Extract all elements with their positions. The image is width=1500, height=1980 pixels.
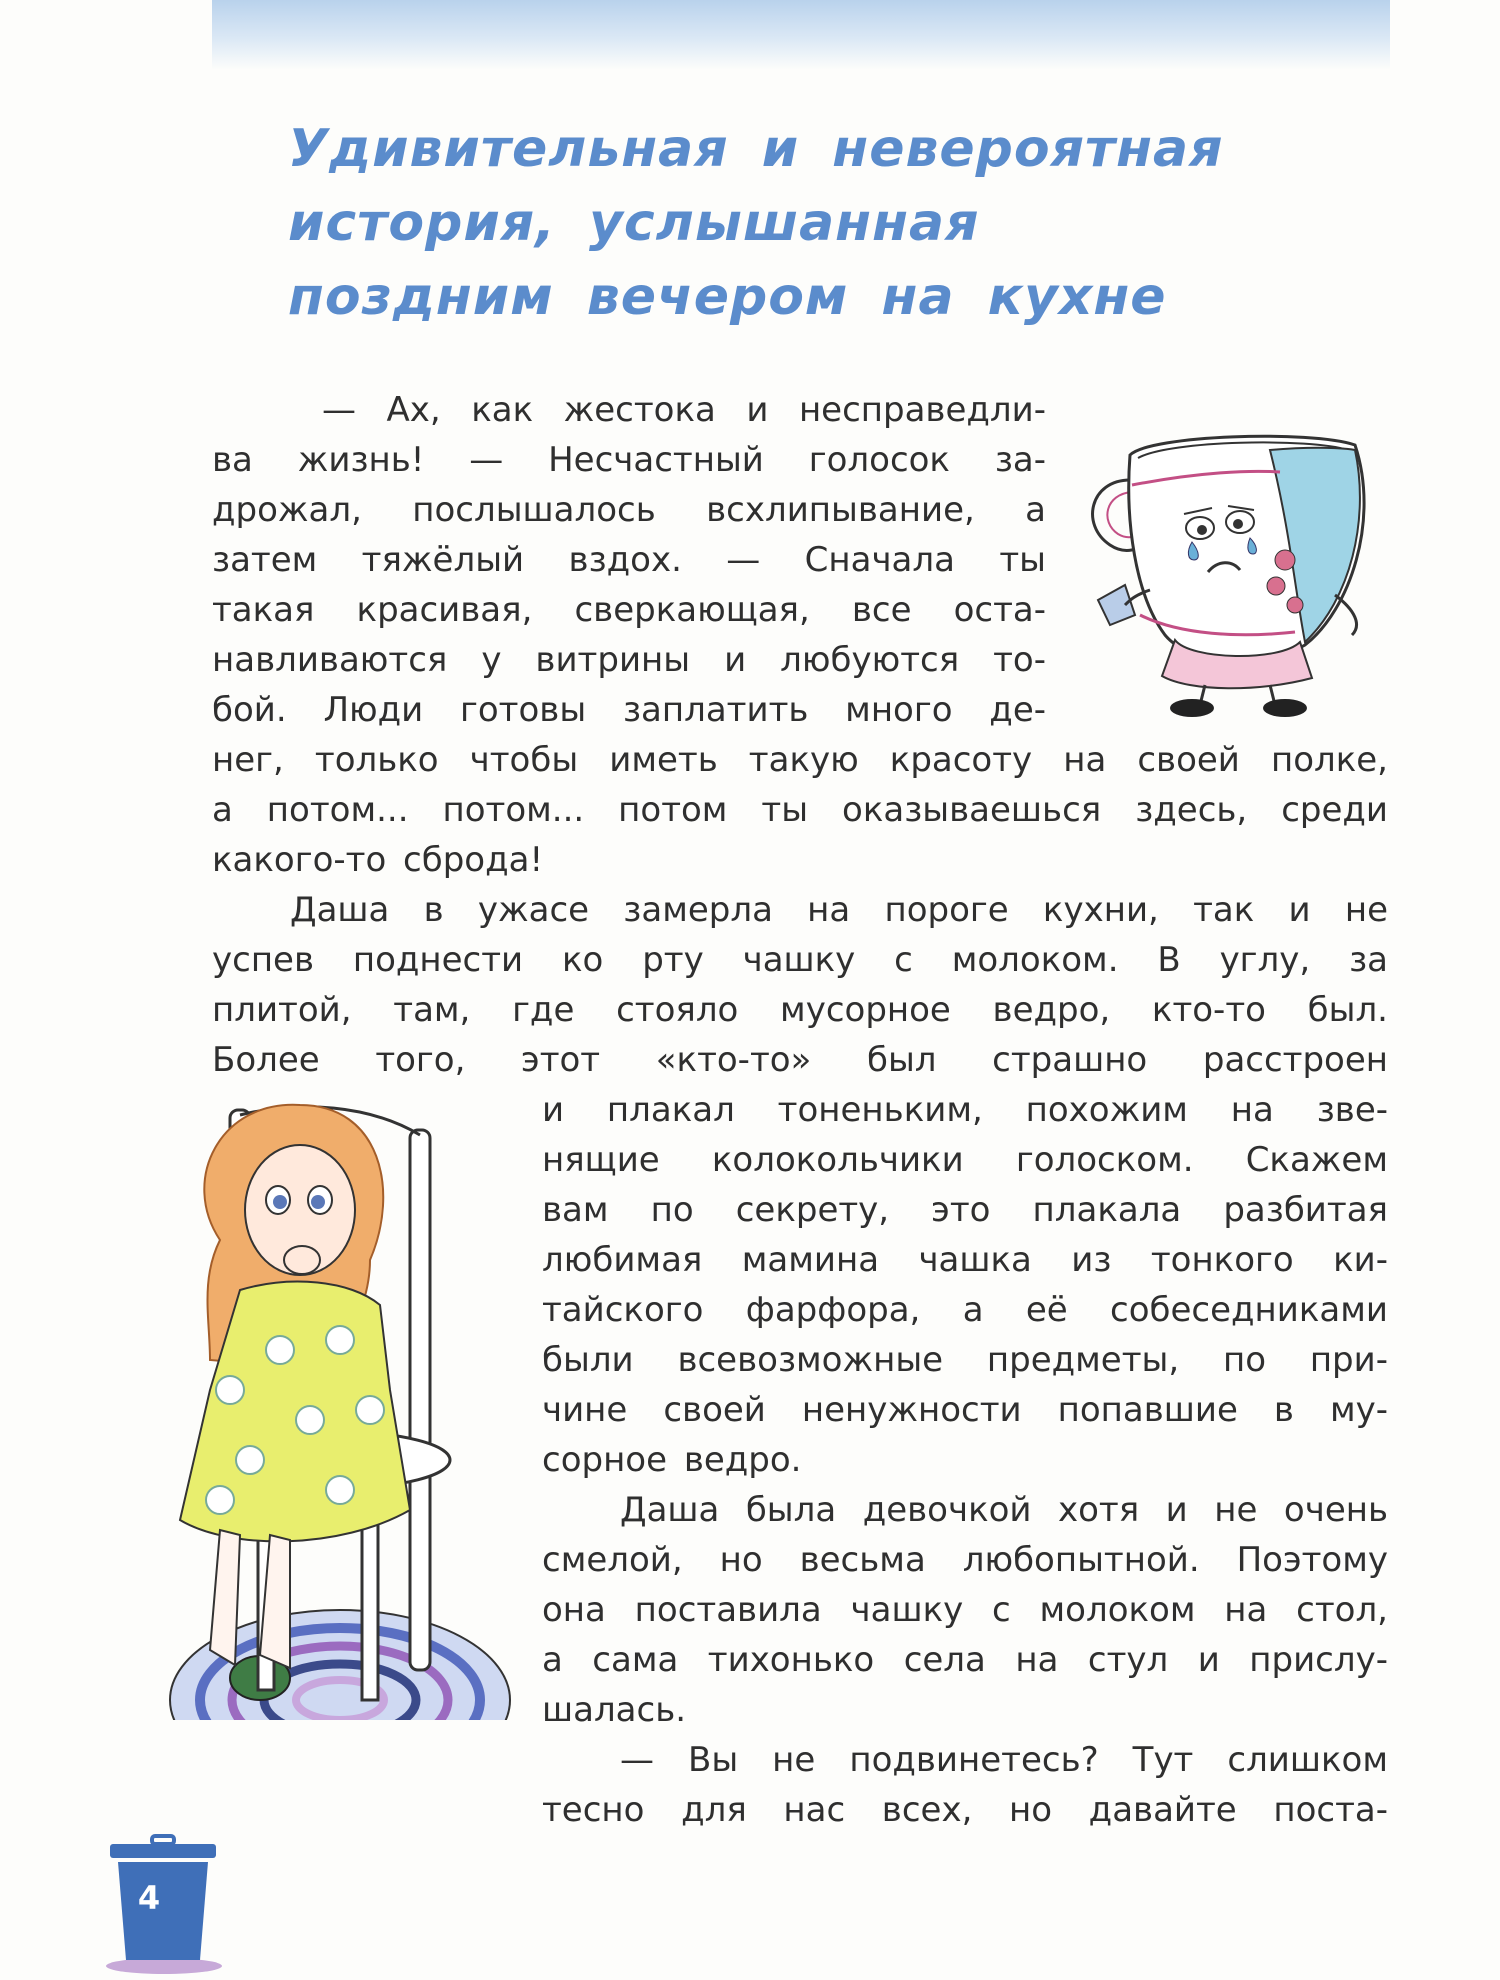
text-line: любимая мамина чашка из тонкого ки- <box>542 1240 1388 1280</box>
text-line: какого-то сброда! <box>212 840 544 880</box>
text-line: ва жизнь! — Несчастный голосок за- <box>212 440 1046 480</box>
girl-on-chair-illustration <box>140 1090 540 1720</box>
text-line: — Ах, как жестока и несправедли- <box>322 390 1046 430</box>
crying-teacup-illustration <box>1080 410 1390 720</box>
title-line: Удивительная и невероятная <box>288 119 1224 179</box>
text-line: навливаются у витрины и любуются то- <box>212 640 1046 680</box>
text-line: она поставила чашку с молоком на стол, <box>542 1590 1388 1630</box>
title-line: история, услышанная <box>288 193 980 253</box>
text-line: нящие колокольчики голоском. Скажем <box>542 1140 1388 1180</box>
text-line: успев поднести ко рту чашку с молоком. В углу, за <box>212 940 1388 980</box>
text-line: Даша была девочкой хотя и не очень <box>620 1490 1388 1530</box>
text-line: Даша в ужасе замерла на пороге кухни, так и не <box>290 890 1388 930</box>
text-line: вам по секрету, это плакала разбитая <box>542 1190 1388 1230</box>
text-line: плитой, там, где стояло мусорное ведро, кто-то был. <box>212 990 1388 1030</box>
text-line: бой. Люди готовы заплатить много де- <box>212 690 1046 730</box>
text-line: а потом... потом... потом ты оказываешься здесь, среди <box>212 790 1388 830</box>
text-line: нег, только чтобы иметь такую красоту на своей полке, <box>212 740 1388 780</box>
text-line: чине своей ненужности попавшие в му- <box>542 1390 1388 1430</box>
story-title <box>288 112 1288 334</box>
text-line: тайского фарфора, а её собеседниками <box>542 1290 1388 1330</box>
text-line: такая красивая, сверкающая, все оста- <box>212 590 1046 630</box>
text-line: были всевозможные предметы, по при- <box>542 1340 1388 1380</box>
text-line: а сама тихонько села на стул и прислу- <box>542 1640 1388 1680</box>
text-line: и плакал тоненьким, похожим на зве- <box>542 1090 1388 1130</box>
text-line: Более того, этот «кто-то» был страшно расстроен <box>212 1040 1388 1080</box>
text-line: затем тяжёлый вздох. — Сначала ты <box>212 540 1046 580</box>
text-line: сорное ведро. <box>542 1440 802 1480</box>
title-line: поздним вечером на кухне <box>288 267 1167 327</box>
text-line: — Вы не подвинетесь? Тут слишком <box>620 1740 1388 1780</box>
text-line: смелой, но весьма любопытной. Поэтому <box>542 1540 1388 1580</box>
page-number: 4 <box>137 1879 161 1917</box>
text-line: шалась. <box>542 1690 687 1730</box>
text-line: дрожал, послышалось всхлипывание, а <box>212 490 1046 530</box>
top-header-band <box>212 0 1390 70</box>
text-line: тесно для нас всех, но давайте поста- <box>542 1790 1388 1830</box>
